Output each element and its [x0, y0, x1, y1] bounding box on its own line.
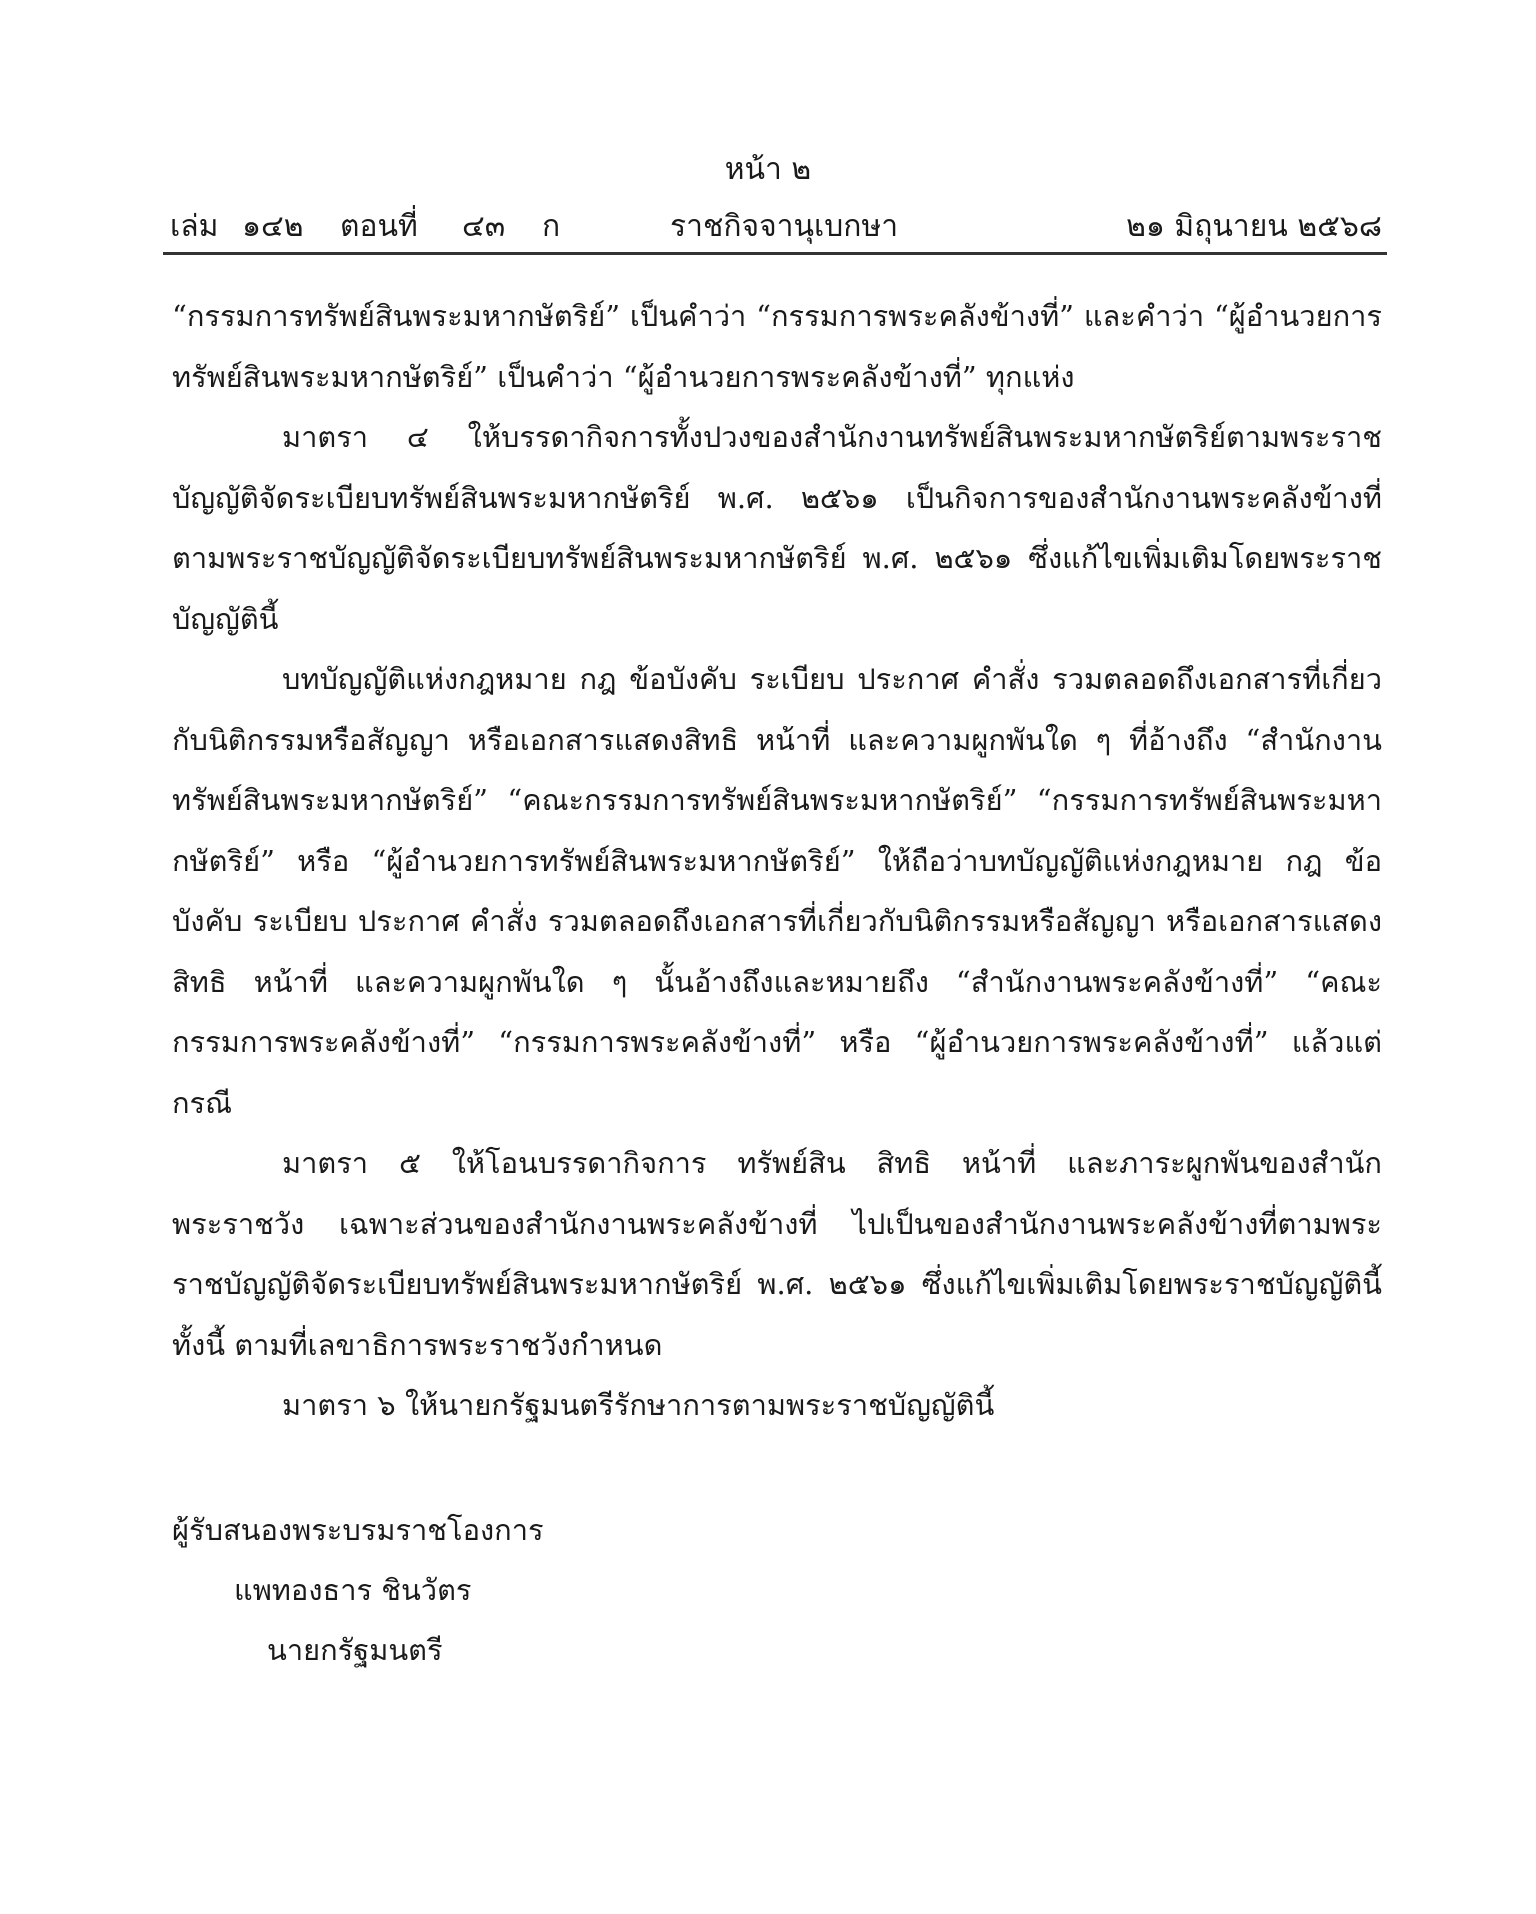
countersign-label: ผู้รับสนองพระบรมราชโองการ — [172, 1513, 544, 1547]
paragraph-continuation: “กรรมการทรัพย์สินพระมหากษัตริย์” เป็นคำว่า “กรรมการพระคลังข้างที่” และคำว่า “ผู้อำนวยการทรัพย์สินพระมหากษัตริย์” เป็นคำว่า “ผู้อำนวยการพระคลังข้างที่” ทุกแห่ง — [172, 299, 1382, 394]
signature-block — [172, 1500, 872, 1680]
gazette-header — [170, 205, 1382, 249]
volume-number: ๑๔๒ — [242, 209, 304, 244]
publication-date: ๒๑ มิถุนายน ๒๕๖๘ — [1126, 209, 1382, 244]
issue-number: ๔๓ — [462, 209, 506, 244]
gazette-title: ราชกิจจานุเบกษา — [670, 209, 899, 244]
paragraph-section-5: มาตรา ๕ ให้โอนบรรดากิจการ ทรัพย์สิน สิทธิ หน้าที่ และภาระผูกพันของสำนักพระราชวัง เฉพาะส่วนของสำนักงานพระคลังข้างที่ ไปเป็นของสำนักงานพระคลังข้างที่ตามพระราชบัญญัติจัดระเบียบทรัพย์สินพระมหากษัตริย์ พ.ศ. ๒๕๖๑ ซึ่งแก้ไขเพิ่มเติมโดยพระราชบัญญัตินี้ ทั้งนี้ ตามที่เลขาธิการพระราชวังกำหนด — [172, 1146, 1382, 1362]
paragraph-section-4: มาตรา ๔ ให้บรรดากิจการทั้งปวงของสำนักงานทรัพย์สินพระมหากษัตริย์ตามพระราชบัญญัติจัดระเบียบทรัพย์สินพระมหากษัตริย์ พ.ศ. ๒๕๖๑ เป็นกิจการของสำนักงานพระคลังข้างที่ตามพระราชบัญญัติจัดระเบียบทรัพย์สินพระมหากษัตริย์ พ.ศ. ๒๕๖๑ ซึ่งแก้ไขเพิ่มเติมโดยพระราชบัญญัตินี้ — [172, 420, 1382, 636]
header-divider — [163, 252, 1387, 255]
document-body — [172, 286, 1382, 1436]
volume-label: เล่ม — [170, 209, 219, 244]
section-letter: ก — [542, 209, 561, 244]
page-number: หน้า ๒ — [724, 152, 812, 187]
paragraph-references: บทบัญญัติแห่งกฎหมาย กฎ ข้อบังคับ ระเบียบ ประกาศ คำสั่ง รวมตลอดถึงเอกสารที่เกี่ยวกับนิติกรรมหรือสัญญา หรือเอกสารแสดงสิทธิ หน้าที่ และความผูกพันใด ๆ ที่อ้างถึง “สำนักงานทรัพย์สินพระมหากษัตริย์” “คณะกรรมการทรัพย์สินพระมหากษัตริย์” “กรรมการทรัพย์สินพระมหากษัตริย์” หรือ “ผู้อำนวยการทรัพย์สินพระมหากษัตริย์” ให้ถือว่าบทบัญญัติแห่งกฎหมาย กฎ ข้อบังคับ ระเบียบ ประกาศ คำสั่ง รวมตลอดถึงเอกสารที่เกี่ยวกับนิติกรรมหรือสัญญา หรือเอกสารแสดงสิทธิ หน้าที่ และความผูกพันใด ๆ นั้นอ้างถึงและหมายถึง “สำนักงานพระคลังข้างที่” “คณะกรรมการพระคลังข้างที่” “กรรมการพระคลังข้างที่” หรือ “ผู้อำนวยการพระคลังข้างที่” แล้วแต่กรณี — [172, 662, 1382, 1120]
signatory-name: แพทองธาร ชินวัตร — [234, 1573, 472, 1607]
paragraph-section-6: มาตรา ๖ ให้นายกรัฐมนตรีรักษาการตามพระราชบัญญัตินี้ — [282, 1388, 995, 1422]
signatory-title: นายกรัฐมนตรี — [267, 1633, 443, 1667]
issue-label: ตอนที่ — [340, 209, 418, 244]
